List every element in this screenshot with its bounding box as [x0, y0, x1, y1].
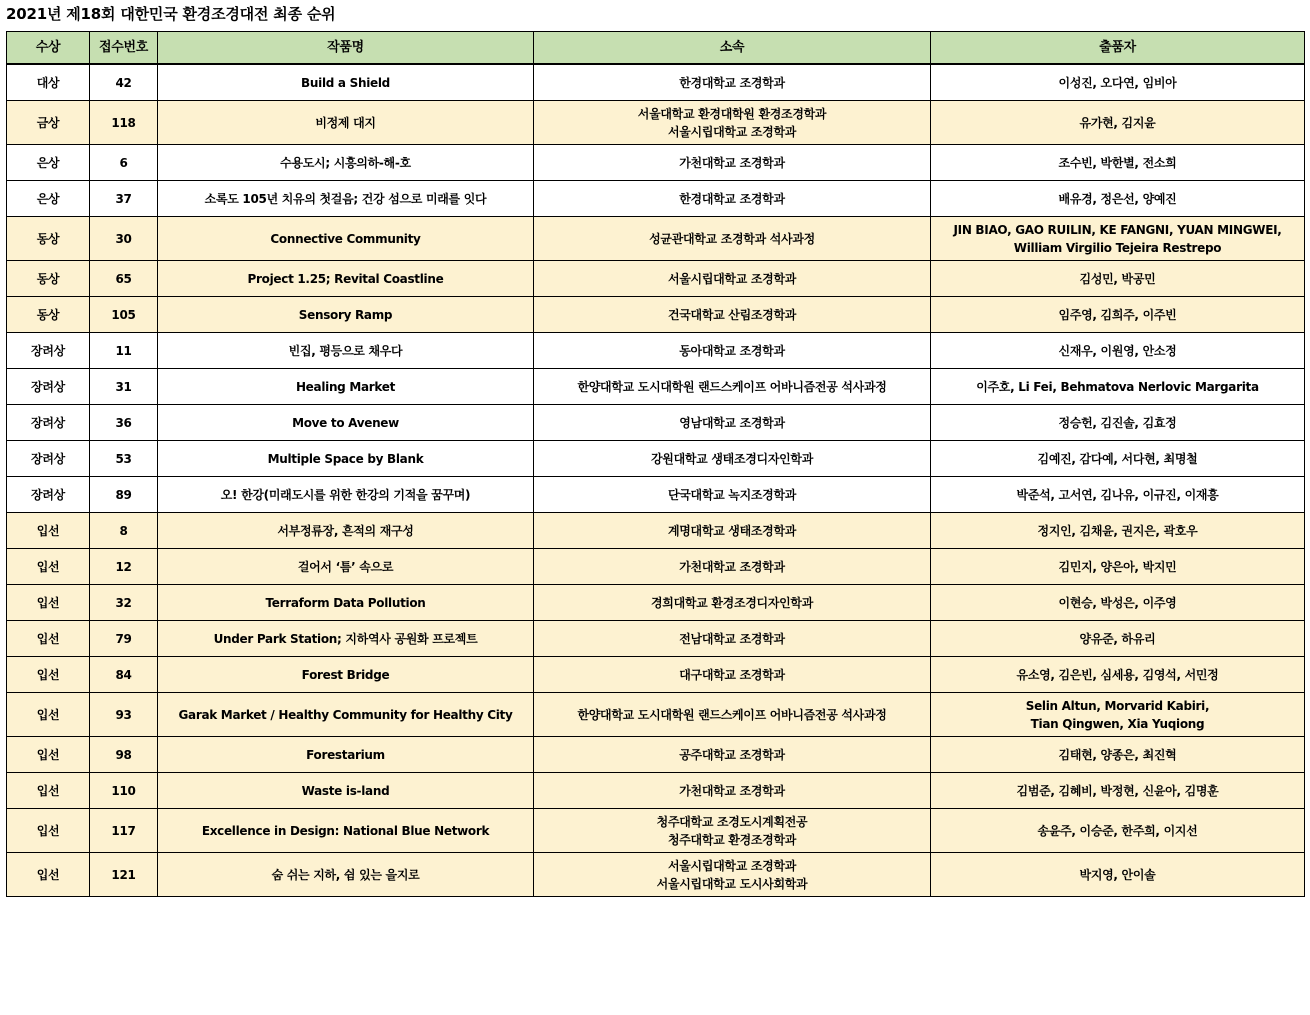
affiliation-line: 경희대학교 환경조경디자인학과 — [651, 595, 813, 610]
entry-number-cell: 98 — [90, 737, 158, 773]
entrants-cell — [931, 809, 1305, 853]
affiliation-line: 단국대학교 녹지조경학과 — [667, 487, 797, 502]
table-row — [7, 657, 1305, 693]
affiliation-line: 서울대학교 환경대학원 환경조경학과 — [637, 106, 827, 121]
entrant-line: William Virgilio Tejeira Restrepo — [1013, 240, 1222, 255]
award-cell: 입선 — [7, 737, 90, 773]
table-body — [7, 64, 1305, 897]
affiliation-cell — [534, 737, 931, 773]
affiliation-line: 영남대학교 조경학과 — [679, 415, 785, 430]
table-row — [7, 101, 1305, 145]
affiliation-line: 청주대학교 환경조경학과 — [667, 832, 797, 847]
affiliation-line: 강원대학교 생태조경디자인학과 — [651, 451, 813, 466]
award-cell: 입선 — [7, 585, 90, 621]
award-cell: 대상 — [7, 64, 90, 101]
entrant-line: 김범준, 김혜비, 박정현, 신윤아, 김명훈 — [1016, 783, 1219, 798]
work-title-cell: Under Park Station; 지하역사 공원화 프로젝트 — [158, 621, 534, 657]
affiliation-line: 성균관대학교 조경학과 석사과정 — [649, 231, 815, 246]
affiliation-line: 한양대학교 도시대학원 랜드스케이프 어바니즘전공 석사과정 — [577, 379, 887, 394]
entry-number-cell: 53 — [90, 441, 158, 477]
entrant-line: 유소영, 김은빈, 심세용, 김영석, 서민정 — [1016, 667, 1219, 682]
affiliation-cell — [534, 297, 931, 333]
table-row — [7, 853, 1305, 897]
entrant-line: 임주영, 김희주, 이주빈 — [1058, 307, 1177, 322]
affiliation-line: 계명대학교 생태조경학과 — [667, 523, 797, 538]
table-row — [7, 297, 1305, 333]
entrants-cell — [931, 333, 1305, 369]
award-cell: 입선 — [7, 853, 90, 897]
entrant-line: 신재우, 이원영, 안소정 — [1058, 343, 1177, 358]
entry-number-cell: 117 — [90, 809, 158, 853]
affiliation-cell — [534, 369, 931, 405]
entry-number-cell: 31 — [90, 369, 158, 405]
affiliation-cell — [534, 477, 931, 513]
affiliation-cell — [534, 64, 931, 101]
work-title-cell: 서부정류장, 흔적의 재구성 — [158, 513, 534, 549]
work-title-cell: Healing Market — [158, 369, 534, 405]
entrant-line: 배유경, 정은선, 양예진 — [1058, 191, 1177, 206]
affiliation-line: 가천대학교 조경학과 — [679, 559, 785, 574]
entrant-line: 송윤주, 이승준, 한주희, 이지선 — [1037, 823, 1198, 838]
column-header-award: 수상 — [7, 32, 90, 65]
award-cell: 동상 — [7, 297, 90, 333]
work-title-cell: Move to Avenew — [158, 405, 534, 441]
table-row — [7, 405, 1305, 441]
entrants-cell — [931, 181, 1305, 217]
table-row — [7, 585, 1305, 621]
award-cell: 입선 — [7, 809, 90, 853]
table-row — [7, 693, 1305, 737]
affiliation-line: 가천대학교 조경학과 — [679, 155, 785, 170]
entrant-line: 이현승, 박성은, 이주영 — [1058, 595, 1177, 610]
work-title-cell: 오! 한강(미래도시를 위한 한강의 기적을 꿈꾸며) — [158, 477, 534, 513]
entrants-cell — [931, 477, 1305, 513]
entry-number-cell: 118 — [90, 101, 158, 145]
entrants-cell — [931, 737, 1305, 773]
entrant-line: 김성민, 박공민 — [1079, 271, 1156, 286]
entry-number-cell: 36 — [90, 405, 158, 441]
entry-number-cell: 37 — [90, 181, 158, 217]
entrant-line: 김민지, 양은아, 박지민 — [1058, 559, 1177, 574]
entry-number-cell: 30 — [90, 217, 158, 261]
affiliation-cell — [534, 441, 931, 477]
column-header-entrants: 출품자 — [931, 32, 1305, 65]
affiliation-line: 한경대학교 조경학과 — [679, 191, 785, 206]
entrant-line: Tian Qingwen, Xia Yuqiong — [1030, 716, 1205, 731]
entrant-line: 박준석, 고서연, 김나유, 이규진, 이재흥 — [1016, 487, 1219, 502]
entry-number-cell: 89 — [90, 477, 158, 513]
results-table — [6, 31, 1305, 897]
work-title-cell: Terraform Data Pollution — [158, 585, 534, 621]
award-cell: 장려상 — [7, 405, 90, 441]
table-row — [7, 513, 1305, 549]
affiliation-line: 서울시립대학교 조경학과 — [667, 271, 797, 286]
work-title-cell: 소록도 105년 치유의 첫걸음; 건강 섬으로 미래를 잇다 — [158, 181, 534, 217]
award-cell: 입선 — [7, 657, 90, 693]
entrant-line: 이성진, 오다연, 임비아 — [1058, 75, 1177, 90]
table-row — [7, 64, 1305, 101]
affiliation-line: 한경대학교 조경학과 — [679, 75, 785, 90]
affiliation-cell — [534, 513, 931, 549]
award-cell: 입선 — [7, 621, 90, 657]
work-title-cell: Sensory Ramp — [158, 297, 534, 333]
table-row — [7, 261, 1305, 297]
entry-number-cell: 65 — [90, 261, 158, 297]
table-row — [7, 549, 1305, 585]
affiliation-cell — [534, 181, 931, 217]
column-header-work-title: 작품명 — [158, 32, 534, 65]
award-cell: 은상 — [7, 181, 90, 217]
award-cell: 동상 — [7, 217, 90, 261]
affiliation-line: 청주대학교 조경도시계획전공 — [656, 814, 808, 829]
affiliation-line: 서울시립대학교 조경학과 — [667, 124, 797, 139]
entrants-cell — [931, 549, 1305, 585]
affiliation-line: 건국대학교 산림조경학과 — [667, 307, 797, 322]
affiliation-line: 서울시립대학교 도시사회학과 — [656, 876, 808, 891]
award-cell: 입선 — [7, 773, 90, 809]
entry-number-cell: 105 — [90, 297, 158, 333]
entry-number-cell: 79 — [90, 621, 158, 657]
entry-number-cell: 6 — [90, 145, 158, 181]
entry-number-cell: 12 — [90, 549, 158, 585]
table-row — [7, 477, 1305, 513]
table-row — [7, 441, 1305, 477]
affiliation-line: 공주대학교 조경학과 — [679, 747, 785, 762]
entrants-cell — [931, 369, 1305, 405]
entrant-line: 이주호, Li Fei, Behmatova Nerlovic Margarita — [976, 379, 1259, 394]
entry-number-cell: 8 — [90, 513, 158, 549]
work-title-cell: 빈집, 평등으로 채우다 — [158, 333, 534, 369]
award-cell: 입선 — [7, 693, 90, 737]
entrant-line: Selin Altun, Morvarid Kabiri, — [1025, 698, 1210, 713]
affiliation-cell — [534, 145, 931, 181]
entry-number-cell: 93 — [90, 693, 158, 737]
entrant-line: 양유준, 하유리 — [1079, 631, 1156, 646]
work-title-cell: 걸어서 ‘틈’ 속으로 — [158, 549, 534, 585]
entrants-cell — [931, 441, 1305, 477]
entrants-cell — [931, 621, 1305, 657]
affiliation-cell — [534, 101, 931, 145]
entrants-cell — [931, 853, 1305, 897]
entrant-line: JIN BIAO, GAO RUILIN, KE FANGNI, YUAN MINGWEI, — [953, 222, 1282, 237]
table-row — [7, 333, 1305, 369]
affiliation-cell — [534, 657, 931, 693]
entry-number-cell: 84 — [90, 657, 158, 693]
work-title-cell: Garak Market / Healthy Community for Healthy City — [158, 693, 534, 737]
table-row — [7, 809, 1305, 853]
table-row — [7, 773, 1305, 809]
entry-number-cell: 110 — [90, 773, 158, 809]
affiliation-cell — [534, 405, 931, 441]
entrants-cell — [931, 64, 1305, 101]
entrant-line: 김태현, 양종은, 최진혁 — [1058, 747, 1177, 762]
table-row — [7, 737, 1305, 773]
entry-number-cell: 121 — [90, 853, 158, 897]
table-row — [7, 369, 1305, 405]
affiliation-line: 가천대학교 조경학과 — [679, 783, 785, 798]
entrants-cell — [931, 657, 1305, 693]
work-title-cell: Multiple Space by Blank — [158, 441, 534, 477]
award-cell: 장려상 — [7, 441, 90, 477]
table-row — [7, 621, 1305, 657]
affiliation-cell — [534, 621, 931, 657]
entry-number-cell: 32 — [90, 585, 158, 621]
entrant-line: 박지영, 안이솔 — [1079, 867, 1156, 882]
affiliation-cell — [534, 333, 931, 369]
award-cell: 장려상 — [7, 369, 90, 405]
affiliation-line: 서울시립대학교 조경학과 — [667, 858, 797, 873]
affiliation-cell — [534, 773, 931, 809]
affiliation-line: 한양대학교 도시대학원 랜드스케이프 어바니즘전공 석사과정 — [577, 707, 887, 722]
award-cell: 입선 — [7, 513, 90, 549]
entrants-cell — [931, 405, 1305, 441]
entrant-line: 김예진, 감다예, 서다현, 최명철 — [1037, 451, 1198, 466]
work-title-cell: Build a Shield — [158, 64, 534, 101]
work-title-cell: 숨 쉬는 지하, 쉼 있는 을지로 — [158, 853, 534, 897]
entrants-cell — [931, 101, 1305, 145]
column-header-affiliation: 소속 — [534, 32, 931, 65]
affiliation-cell — [534, 549, 931, 585]
award-cell: 금상 — [7, 101, 90, 145]
award-cell: 입선 — [7, 549, 90, 585]
entrant-line: 조수빈, 박한별, 전소희 — [1058, 155, 1177, 170]
table-row — [7, 145, 1305, 181]
header-row — [7, 32, 1305, 65]
affiliation-cell — [534, 853, 931, 897]
table-row — [7, 181, 1305, 217]
work-title-cell: Forest Bridge — [158, 657, 534, 693]
award-cell: 장려상 — [7, 477, 90, 513]
entrants-cell — [931, 217, 1305, 261]
entrants-cell — [931, 773, 1305, 809]
entry-number-cell: 11 — [90, 333, 158, 369]
work-title-cell: 비정제 대지 — [158, 101, 534, 145]
affiliation-cell — [534, 809, 931, 853]
affiliation-line: 전남대학교 조경학과 — [679, 631, 785, 646]
affiliation-line: 대구대학교 조경학과 — [679, 667, 785, 682]
affiliation-cell — [534, 217, 931, 261]
entrant-line: 유가현, 김지윤 — [1079, 115, 1156, 130]
work-title-cell: Excellence in Design: National Blue Network — [158, 809, 534, 853]
affiliation-cell — [534, 693, 931, 737]
entry-number-cell: 42 — [90, 64, 158, 101]
entrants-cell — [931, 261, 1305, 297]
work-title-cell: 수용도시; 시흥의하-해-호 — [158, 145, 534, 181]
affiliation-line: 동아대학교 조경학과 — [679, 343, 785, 358]
award-cell: 동상 — [7, 261, 90, 297]
entrants-cell — [931, 145, 1305, 181]
entrants-cell — [931, 297, 1305, 333]
work-title-cell: Connective Community — [158, 217, 534, 261]
page-title: 2021년 제18회 대한민국 환경조경대전 최종 순위 — [6, 5, 336, 23]
entrants-cell — [931, 693, 1305, 737]
work-title-cell: Waste is-land — [158, 773, 534, 809]
award-cell: 은상 — [7, 145, 90, 181]
entrant-line: 정승헌, 김진솔, 김효정 — [1058, 415, 1177, 430]
affiliation-cell — [534, 261, 931, 297]
award-cell: 장려상 — [7, 333, 90, 369]
work-title-cell: Project 1.25; Revital Coastline — [158, 261, 534, 297]
entrants-cell — [931, 513, 1305, 549]
entrant-line: 정지인, 김채윤, 권지은, 곽호우 — [1037, 523, 1198, 538]
work-title-cell: Forestarium — [158, 737, 534, 773]
affiliation-cell — [534, 585, 931, 621]
table-row — [7, 217, 1305, 261]
entrants-cell — [931, 585, 1305, 621]
column-header-entry-number: 접수번호 — [90, 32, 158, 65]
